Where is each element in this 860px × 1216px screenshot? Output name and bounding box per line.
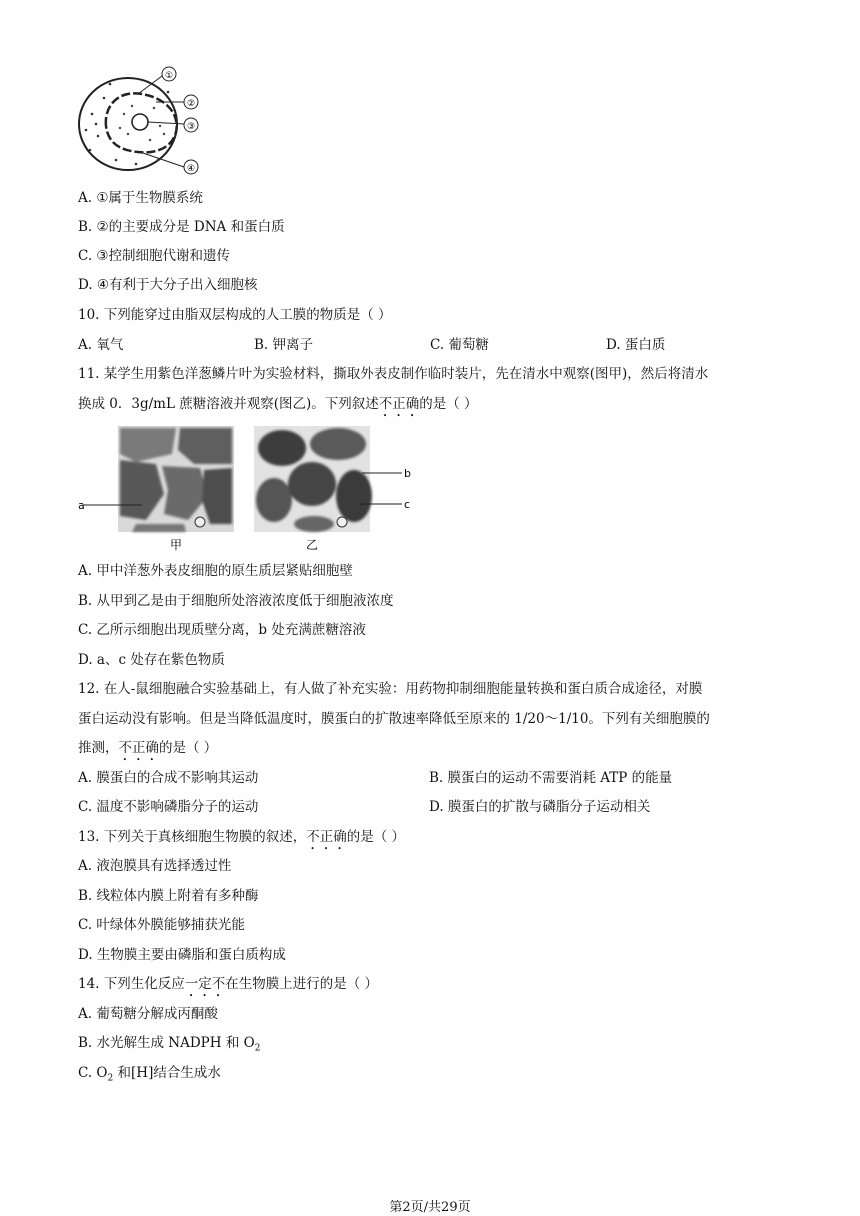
label-b: b — [404, 467, 411, 480]
q10-option-c: C. 葡萄糖 — [430, 337, 489, 353]
q11-emphasis: 不正确 — [378, 396, 420, 412]
q14-emphasis: 一定不 — [184, 976, 226, 992]
diagram-label-1: ① — [164, 71, 174, 81]
nucleolus — [132, 114, 148, 130]
cell-membrane-outline — [79, 78, 177, 170]
plasmolysis-micrographs — [76, 424, 416, 556]
q13-option-c: C. 叶绿体外膜能够捕获光能 — [78, 917, 245, 933]
q12-stem-line2: 蛋白运动没有影响。但是当降低温度时，膜蛋白的扩散速率降低至原来的 1/20～1/10。下列有关细胞膜的 — [78, 711, 710, 727]
q10-option-a: A. 氧气 — [78, 337, 124, 353]
q11-option-a: A. 甲中洋葱外表皮细胞的原生质层紧贴细胞壁 — [78, 563, 353, 579]
q11-stem-line2: 换成 0．3g/mL 蔗糖溶液并观察(图乙)。下列叙述不正确的是（ ） — [78, 396, 478, 412]
label-a: a — [78, 499, 85, 512]
q14-stem: 14. 下列生化反应一定不在生物膜上进行的是（ ） — [78, 976, 379, 992]
diagram-label-4: ④ — [186, 164, 196, 174]
page-number-footer: 第2页/共29页 — [389, 1200, 471, 1215]
q10-option-d: D. 蛋白质 — [606, 337, 666, 353]
q13-option-b: B. 线粒体内膜上附着有多种酶 — [78, 888, 259, 904]
q12-stem-line1: 12. 在人-鼠细胞融合实验基础上，有人做了补充实验：用药物抑制细胞能量转换和蛋白质合成途径，对膜 — [78, 681, 703, 697]
q9-option-a: A. ①属于生物膜系统 — [78, 190, 203, 206]
q13-option-d: D. 生物膜主要由磷脂和蛋白质构成 — [78, 947, 286, 963]
q12-option-d: D. 膜蛋白的扩散与磷脂分子运动相关 — [429, 799, 651, 815]
q14-option-a: A. 葡萄糖分解成丙酮酸 — [78, 1006, 218, 1022]
q12-option-a: A. 膜蛋白的合成不影响其运动 — [78, 770, 259, 786]
q12-emphasis: 不正确 — [118, 740, 159, 756]
q12-option-b: B. 膜蛋白的运动不需要消耗 ATP 的能量 — [429, 770, 673, 786]
q14-option-c: C. $O_2$ 和[H]结合生成水 — [78, 1065, 221, 1084]
cell-nucleus-diagram — [76, 64, 216, 176]
q13-option-a: A. 液泡膜具有选择透过性 — [78, 858, 232, 874]
label-jia: 甲 — [169, 538, 183, 552]
label-yi: 乙 — [305, 538, 319, 552]
q14-option-b: B. 水光解生成 NADPH 和 $O_2$ — [78, 1035, 261, 1054]
q12-stem-line3: 推测，不正确的是（ ） — [78, 740, 218, 756]
q10-stem: 10. 下列能穿过由脂双层构成的人工膜的物质是（ ） — [78, 307, 392, 323]
q12-option-c: C. 温度不影响磷脂分子的运动 — [78, 799, 259, 815]
q11-option-c: C. 乙所示细胞出现质壁分离，b 处充满蔗糖溶液 — [78, 622, 366, 638]
q9-option-c: C. ③控制细胞代谢和遗传 — [78, 248, 231, 264]
q11-option-b: B. 从甲到乙是由于细胞所处溶液浓度低于细胞液浓度 — [78, 593, 394, 609]
q11-stem-line1: 11. 某学生用紫色洋葱鳞片叶为实验材料，撕取外表皮制作临时装片，先在清水中观察(图甲)，然后将清水 — [78, 366, 709, 382]
label-c: c — [404, 498, 411, 511]
q10-option-b: B. 钾离子 — [254, 337, 314, 353]
diagram-label-3: ③ — [186, 122, 196, 132]
diagram-label-2: ② — [186, 99, 196, 109]
micrograph-yi — [254, 426, 372, 532]
q13-stem: 13. 下列关于真核细胞生物膜的叙述，不正确的是（ ） — [78, 829, 406, 845]
q11-option-d: D. a、c 处存在紫色物质 — [78, 652, 225, 668]
q9-option-d: D. ④有利于大分子出入细胞核 — [78, 277, 258, 293]
q9-option-b: B. ②的主要成分是 DNA 和蛋白质 — [78, 219, 285, 235]
q13-emphasis: 不正确 — [306, 829, 347, 845]
micrograph-jia — [118, 426, 234, 532]
